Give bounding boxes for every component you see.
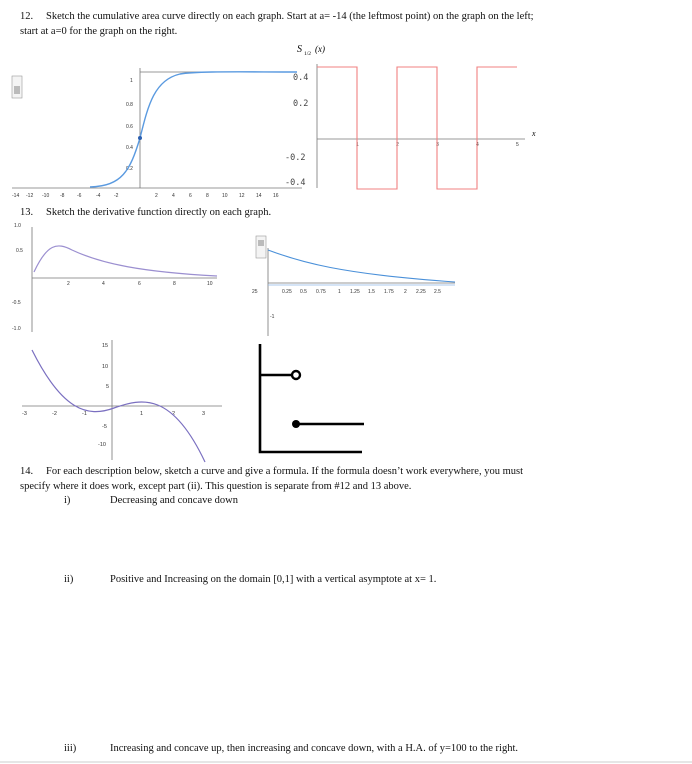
- widget-icon[interactable]: [256, 236, 266, 258]
- q14-number: 14.: [20, 466, 34, 477]
- x-tick: 2: [172, 411, 176, 417]
- x-tick: 2: [396, 142, 399, 148]
- q12-line2: start at a=0 for the graph on the right.: [20, 26, 178, 37]
- y-tick: 0.2: [126, 166, 133, 172]
- x-tick: 4: [172, 193, 175, 199]
- title-arg: (x): [315, 44, 325, 54]
- graph13-b: [250, 230, 460, 340]
- x-tick: -6: [77, 193, 82, 199]
- decay-curve: [268, 250, 455, 282]
- start-point[interactable]: [138, 136, 142, 140]
- y-tick: -0.4: [285, 178, 306, 188]
- graph12-right: [285, 42, 545, 192]
- x-tick: 0.5: [300, 289, 307, 295]
- widget-icon-inner: [14, 86, 20, 94]
- y-tick: 10: [102, 364, 109, 370]
- x-tick: -1: [82, 411, 87, 417]
- x-tick: 1.75: [384, 289, 394, 295]
- x-tick: 4: [102, 281, 105, 287]
- title-sub: 1/2: [304, 51, 312, 57]
- q13-line: Sketch the derivative function directly on each graph.: [46, 207, 272, 218]
- x-tick: 14: [256, 193, 262, 199]
- x-tick: -2: [114, 193, 119, 199]
- step-function-axes: [260, 344, 362, 452]
- q14-text: [20, 464, 680, 494]
- y-tick: 1.0: [14, 223, 21, 229]
- graph13-d: [252, 338, 372, 458]
- q14-part-i-label: i): [64, 495, 71, 506]
- x-axis-label: x: [532, 129, 536, 138]
- x-tick: -4: [96, 193, 101, 199]
- y-tick: 0.6: [126, 124, 133, 130]
- y-tick: 0.4: [293, 73, 309, 83]
- graph-title: [297, 44, 325, 57]
- x-tick: 2.25: [416, 289, 426, 295]
- x-tick: 2: [404, 289, 407, 295]
- graph13-c: [22, 340, 222, 465]
- x-tick: -12: [26, 193, 34, 199]
- q13-text: [20, 205, 271, 220]
- x-tick: 5: [516, 142, 519, 148]
- title-s: S: [297, 44, 302, 55]
- y-tick: -10: [98, 442, 106, 448]
- q14-part-ii-text: Positive and Increasing on the domain [0,1] with a vertical asymptote at x= 1.: [110, 574, 437, 585]
- x-tick: 10: [207, 281, 213, 287]
- x-tick: 0.25: [282, 289, 292, 295]
- y-tick: 0.4: [126, 145, 133, 151]
- sigmoid-curve: [90, 72, 297, 187]
- q14-line2: specify where it does work, except part (ii). This question is separate from #12 and 13 above.: [20, 481, 412, 492]
- y-tick-marker-low: -1: [270, 314, 275, 320]
- closed-endpoint: [292, 420, 300, 428]
- x-tick: 1.25: [350, 289, 360, 295]
- q14-part-ii-label: ii): [64, 574, 74, 585]
- x-tick: 16: [273, 193, 279, 199]
- y-tick: 1: [130, 78, 133, 84]
- y-tick-marker: 25: [252, 289, 258, 295]
- x-tick-labels: [12, 193, 279, 199]
- x-tick: -10: [42, 193, 50, 199]
- x-tick: 1.5: [368, 289, 375, 295]
- graph12-left: [12, 66, 302, 206]
- q14-part-iii-text: Increasing and concave up, then increasing and concave down, with a H.A. of y=100 to the right.: [110, 743, 519, 754]
- q13-number: 13.: [20, 207, 34, 218]
- x-tick: 3: [202, 411, 206, 417]
- y-tick: 0.5: [16, 248, 23, 254]
- square-wave-curve: [317, 67, 517, 189]
- x-tick: 2: [155, 193, 158, 199]
- x-tick: 1: [356, 142, 359, 148]
- y-tick: -0.2: [285, 153, 306, 163]
- x-tick: 1: [140, 411, 144, 417]
- x-tick: 10: [222, 193, 228, 199]
- x-tick: 8: [206, 193, 209, 199]
- x-tick: -14: [12, 193, 20, 199]
- page-bottom-border: [0, 761, 692, 763]
- x-tick: -2: [52, 411, 57, 417]
- q12-line1: Sketch the cumulative area curve directly on each graph. Start at a= -14 (the leftmost point) on the graph on the left;: [46, 11, 534, 22]
- x-tick: 6: [189, 193, 192, 199]
- y-tick: 0.2: [293, 99, 309, 109]
- x-tick: 3: [436, 142, 439, 148]
- x-tick: 12: [239, 193, 245, 199]
- x-tick: 6: [138, 281, 141, 287]
- y-tick: 5: [106, 384, 110, 390]
- x-tick: 0.75: [316, 289, 326, 295]
- q12-text: [20, 9, 680, 39]
- x-tick: 4: [476, 142, 479, 148]
- y-tick: 15: [102, 343, 109, 349]
- x-tick: 1: [338, 289, 341, 295]
- y-tick-labels: [126, 78, 133, 172]
- x-tick: -3: [22, 411, 27, 417]
- y-tick: -1.0: [12, 326, 21, 332]
- q14-line1: For each description below, sketch a curve and give a formula. If the formula doesn’t work everywhere, you must: [46, 466, 524, 477]
- bump-curve: [34, 246, 217, 276]
- graph13-a: [12, 222, 222, 334]
- q12-number: 12.: [20, 11, 34, 22]
- x-tick: 2: [67, 281, 70, 287]
- y-tick: -0.5: [12, 300, 21, 306]
- x-tick: 8: [173, 281, 176, 287]
- x-tick: 2.5: [434, 289, 441, 295]
- q14-part-iii-label: iii): [64, 743, 77, 754]
- open-endpoint: [292, 371, 300, 379]
- y-tick: 0.8: [126, 102, 133, 108]
- y-tick: -5: [102, 424, 107, 430]
- q14-part-i-text: Decreasing and concave down: [110, 495, 238, 506]
- x-tick: -8: [60, 193, 65, 199]
- widget-icon-inner: [258, 240, 264, 246]
